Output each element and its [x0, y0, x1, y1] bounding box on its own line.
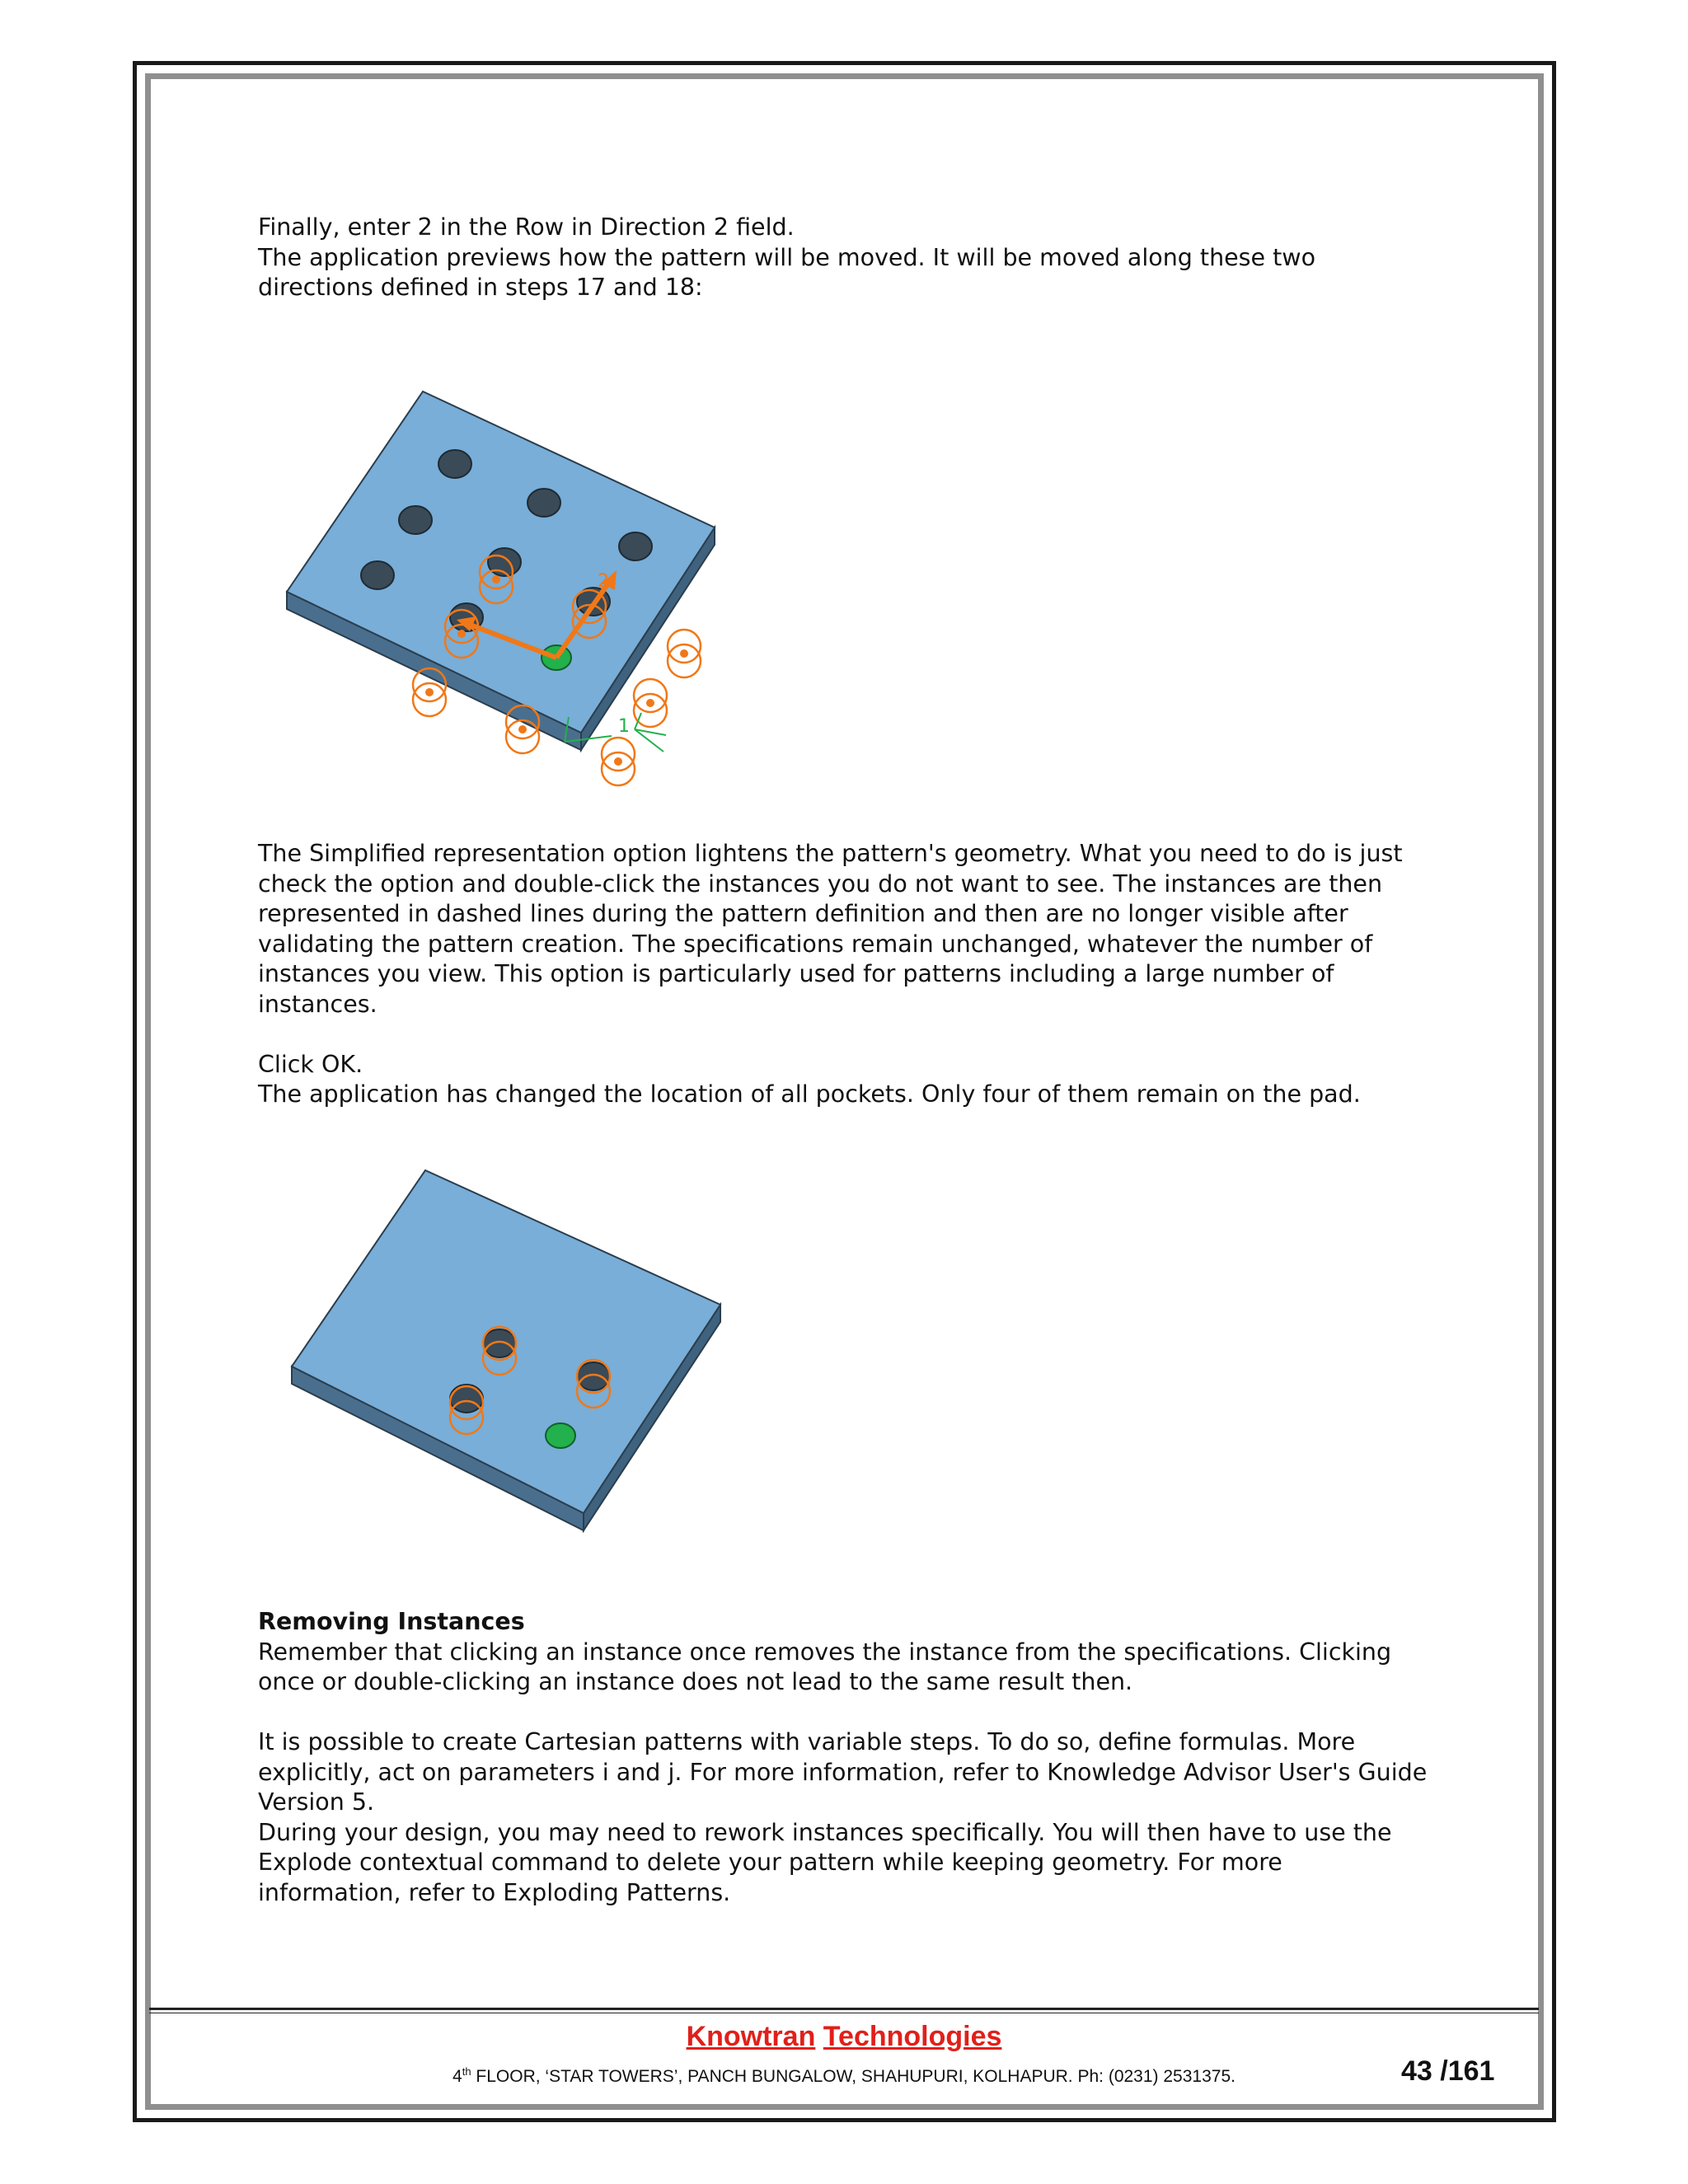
company-name-part1: Knowtran [686, 2021, 816, 2052]
removing-instances-heading: Removing Instances [258, 1608, 525, 1635]
preview-paragraph: The application previews how the pattern will be moved. It will be moved along these two directions defined in steps 17 and 18: [258, 243, 1316, 301]
address-floor-suffix: th [462, 2065, 471, 2078]
click-ok-line: Click OK. [258, 1050, 363, 1078]
section2-text [258, 839, 1431, 1110]
section3-text [258, 1607, 1431, 1908]
pattern-result-figure [272, 1154, 750, 1566]
direction2-instruction: Finally, enter 2 in the Row in Direction 2 field. [258, 213, 795, 241]
direction-2-label: 2 [598, 571, 609, 592]
company-name-part2: Technologies [823, 2021, 1002, 2052]
address-text: FLOOR, ‘STAR TOWERS’, PANCH BUNGALOW, SHAHUPURI, KOLHAPUR. Ph: (0231) 2531375. [471, 2067, 1236, 2086]
simplified-representation-paragraph: The Simplified representation option lightens the pattern's geometry. What you need to do is just check the option and double-click the instances you do not want to see. The instances are then represented in dashed lines during the pattern definition and then are no longer visible after validating the pattern creation. The specifications remain unchanged, whatever the number of instances you view. This option is particularly used for patterns including a large number of instances. [258, 840, 1403, 1018]
variable-steps-paragraph: It is possible to create Cartesian patterns with variable steps. To do so, define formulas. More explicitly, act on parameters i and j. For more information, refer to Knowledge Advisor User's Guide Version 5. [258, 1728, 1428, 1816]
address-floor-number: 4 [452, 2067, 462, 2086]
page-number: 43 /161 [1401, 2055, 1495, 2087]
removing-instances-paragraph: Remember that clicking an instance once removes the instance from the specifications. Clicking once or double-clicking an instance does not lead to the same result then. [258, 1638, 1392, 1695]
direction-1-label: 1 [618, 716, 630, 737]
company-name [0, 2021, 1688, 2053]
section1-text [258, 213, 1431, 303]
explode-paragraph: During your design, you may need to rework instances specifically. You will then have to use the Explode contextual command to delete your pattern while keeping geometry. For more information, refer to Exploding Patterns. [258, 1818, 1392, 1906]
pattern-preview-figure [272, 379, 750, 808]
footer-rule-top [149, 2008, 1539, 2010]
blank-line [258, 1019, 1431, 1050]
result-line: The application has changed the location of all pockets. Only four of them remain on the pad. [258, 1080, 1361, 1108]
blank-line [258, 1698, 1431, 1728]
